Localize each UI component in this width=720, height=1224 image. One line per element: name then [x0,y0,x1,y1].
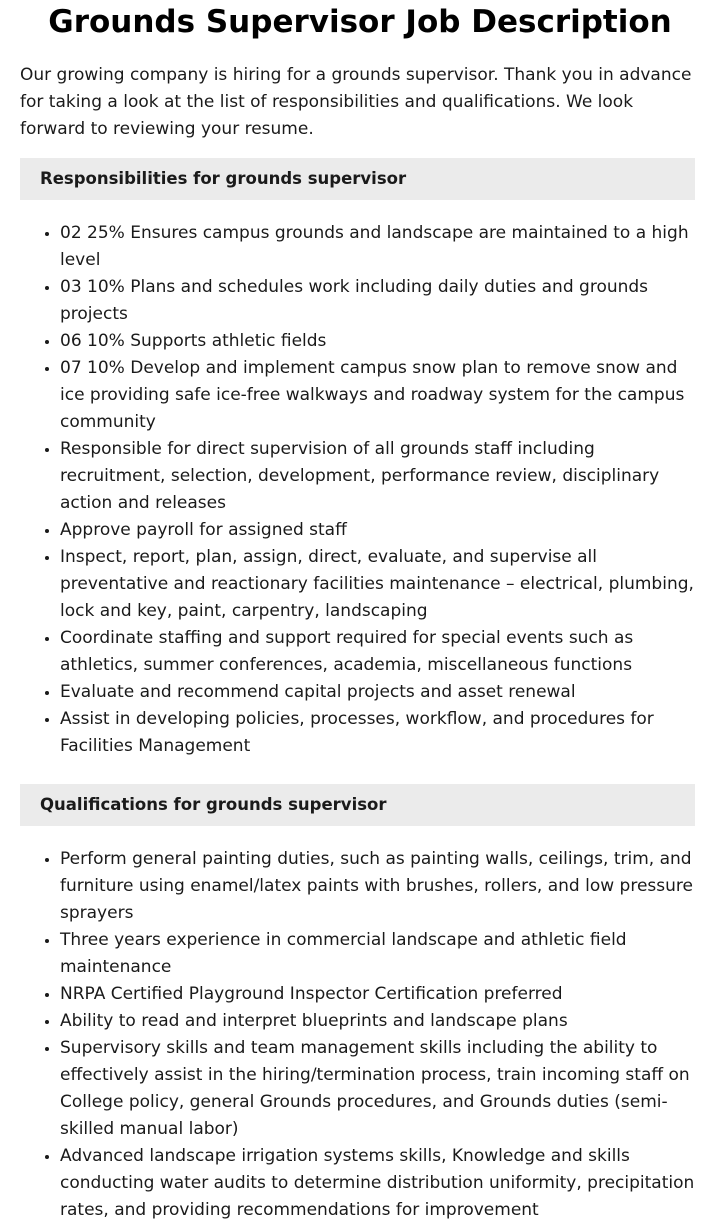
qualifications-heading: Qualifications for grounds supervisor [20,784,695,826]
responsibilities-heading: Responsibilities for grounds supervisor [20,158,695,200]
page-title: Grounds Supervisor Job Description [48,4,672,40]
list-item: • Perform general painting duties, such as painting walls, ceilings, trim, and furniture using enamel/latex paints with brushes, rollers, and low pressure sprayers [60,846,700,927]
list-item: • NRPA Certified Playground Inspector Certification preferred [60,981,700,1008]
list-item: • Evaluate and recommend capital projects and asset renewal [60,679,700,706]
list-item: • Coordinate staffing and support required for special events such as athletics, summer conferences, academia, miscellaneous functions [60,625,700,679]
list-item: • Assist in developing policies, processes, workflow, and procedures for Facilities Management [60,706,700,760]
list-item: • Approve payroll for assigned staff [60,517,700,544]
list-item: • 07 10% Develop and implement campus snow plan to remove snow and ice providing safe ice-free walkways and roadway system for the campus community [60,355,700,436]
list-item: • Supervisory skills and team management skills including the ability to effectively assist in the hiring/termination process, train incoming staff on College policy, general Grounds procedures, and Grounds duties (semi-skilled manual labor) [60,1035,700,1143]
list-item: • Ability to read and interpret blueprints and landscape plans [60,1008,700,1035]
list-item: • Three years experience in commercial landscape and athletic field maintenance [60,927,700,981]
responsibilities-list [20,220,700,760]
intro-paragraph: Our growing company is hiring for a grounds supervisor. Thank you in advance for taking a look at the list of responsibilities and qualifications. We look forward to reviewing your resume. [20,65,692,139]
list-item: • 02 25% Ensures campus grounds and landscape are maintained to a high level [60,220,700,274]
list-item: • Inspect, report, plan, assign, direct, evaluate, and supervise all preventative and reactionary facilities maintenance – electrical, plumbing, lock and key, paint, carpentry, landscaping [60,544,700,625]
list-item: • Advanced landscape irrigation systems skills, Knowledge and skills conducting water audits to determine distribution uniformity, precipitation rates, and providing recommendations for improvement [60,1143,700,1224]
list-item: • Responsible for direct supervision of all grounds staff including recruitment, selection, development, performance review, disciplinary action and releases [60,436,700,517]
list-item: • 06 10% Supports athletic fields [60,328,700,355]
list-item: • 03 10% Plans and schedules work including daily duties and grounds projects [60,274,700,328]
qualifications-list [20,846,700,1224]
